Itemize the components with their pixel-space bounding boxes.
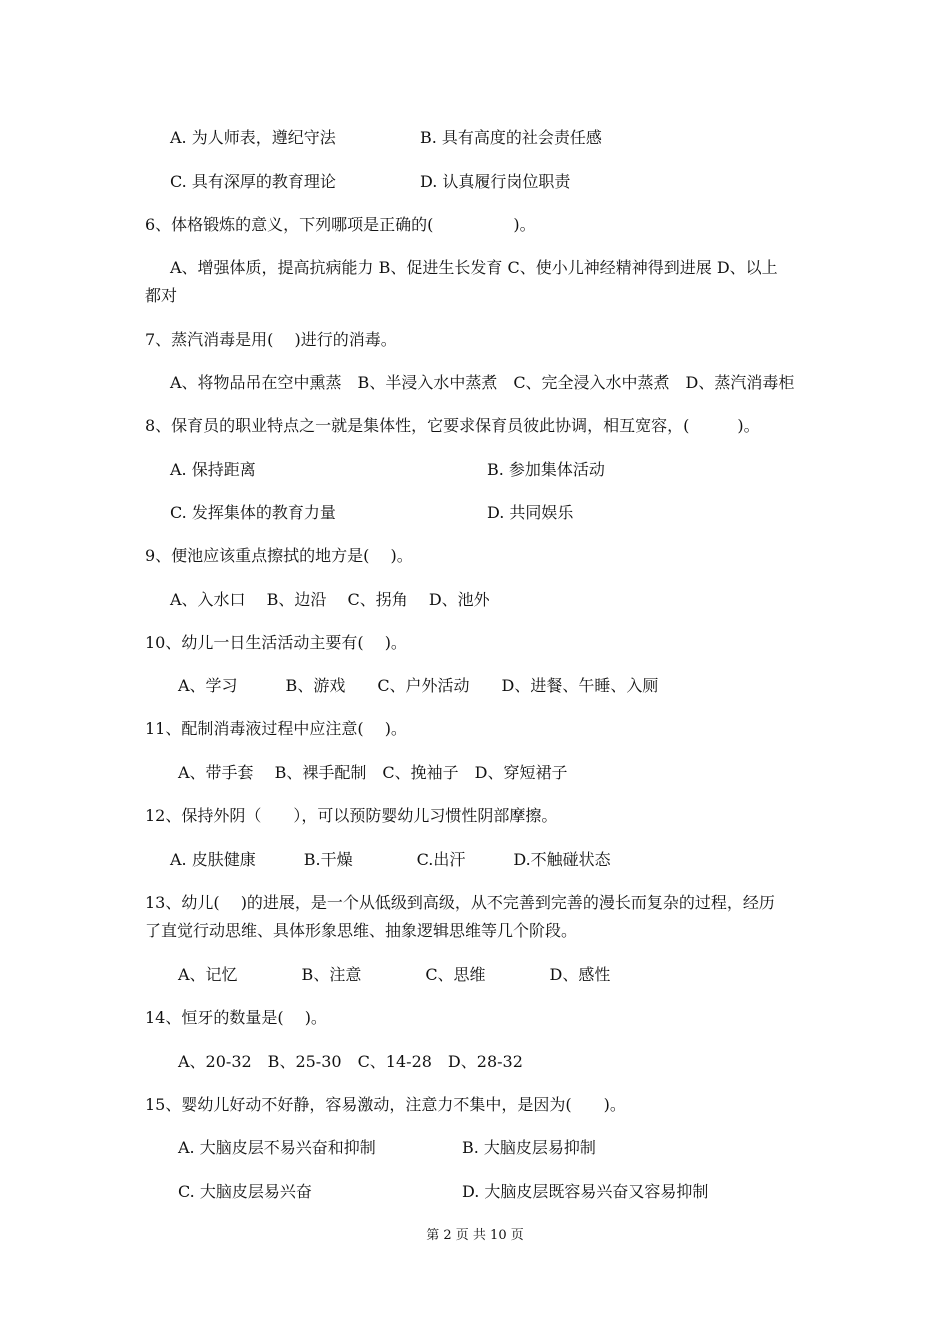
q10-options: A、学习 B、游戏 C、户外活动 D、进餐、午睡、入厕 — [178, 676, 659, 695]
q8-option-d: D. 共同娱乐 — [487, 503, 574, 522]
q15-option-a: A. 大脑皮层不易兴奋和抑制 — [178, 1138, 376, 1157]
q8-option-b: B. 参加集体活动 — [487, 460, 605, 479]
q5-option-c: C. 具有深厚的教育理论 — [170, 172, 336, 191]
q13-question-line2: 了直觉行动思维、具体形象思维、抽象逻辑思维等几个阶段。 — [145, 921, 578, 940]
page-footer: 第 2 页 共 10 页 — [426, 1228, 524, 1243]
q9-question: 9、便池应该重点擦拭的地方是( )。 — [145, 546, 413, 565]
q9-options: A、入水口 B、边沿 C、拐角 D、池外 — [170, 590, 490, 609]
q6-options-line2: 都对 — [145, 286, 178, 305]
q12-question: 12、保持外阴（ ），可以预防婴幼儿习惯性阴部摩擦。 — [145, 806, 558, 825]
q7-question: 7、蒸汽消毒是用( )进行的消毒。 — [145, 330, 397, 349]
q8-question: 8、保育员的职业特点之一就是集体性，它要求保育员彼此协调，相互宽容，( )。 — [145, 416, 760, 435]
q11-options: A、带手套 B、裸手配制 C、挽袖子 D、穿短裙子 — [178, 763, 568, 782]
q10-question: 10、幼儿一日生活活动主要有( )。 — [145, 633, 407, 652]
q13-question-line1: 13、幼儿( )的进展，是一个从低级到高级，从不完善到完善的漫长而复杂的过程，经历 — [145, 893, 775, 912]
q8-option-c: C. 发挥集体的教育力量 — [170, 503, 336, 522]
q13-options: A、记忆 B、注意 C、思维 D、感性 — [178, 965, 611, 984]
q5-option-a: A. 为人师表，遵纪守法 — [170, 128, 336, 147]
q7-options: A、将物品吊在空中熏蒸 B、半浸入水中蒸煮 C、完全浸入水中蒸煮 D、蒸汽消毒柜 — [170, 373, 795, 392]
q6-question: 6、体格锻炼的意义，下列哪项是正确的( )。 — [145, 215, 536, 234]
q12-options: A. 皮肤健康 B.干燥 C.出汗 D.不触碰状态 — [170, 850, 611, 869]
q11-question: 11、配制消毒液过程中应注意( )。 — [145, 719, 407, 738]
q5-option-d: D. 认真履行岗位职责 — [420, 172, 571, 191]
q15-question: 15、婴幼儿好动不好静，容易激动，注意力不集中，是因为( )。 — [145, 1095, 626, 1114]
q15-option-b: B. 大脑皮层易抑制 — [462, 1138, 596, 1157]
q15-option-c: C. 大脑皮层易兴奋 — [178, 1182, 312, 1201]
q14-options: A、20-32 B、25-30 C、14-28 D、28-32 — [178, 1052, 523, 1071]
q5-option-b: B. 具有高度的社会责任感 — [420, 128, 602, 147]
q15-option-d: D. 大脑皮层既容易兴奋又容易抑制 — [462, 1182, 709, 1201]
q14-question: 14、恒牙的数量是( )。 — [145, 1008, 327, 1027]
q6-options-line1: A、增强体质，提高抗病能力 B、促进生长发育 C、使小儿神经精神得到进展 D、以上 — [170, 258, 778, 277]
q8-option-a: A. 保持距离 — [170, 460, 256, 479]
